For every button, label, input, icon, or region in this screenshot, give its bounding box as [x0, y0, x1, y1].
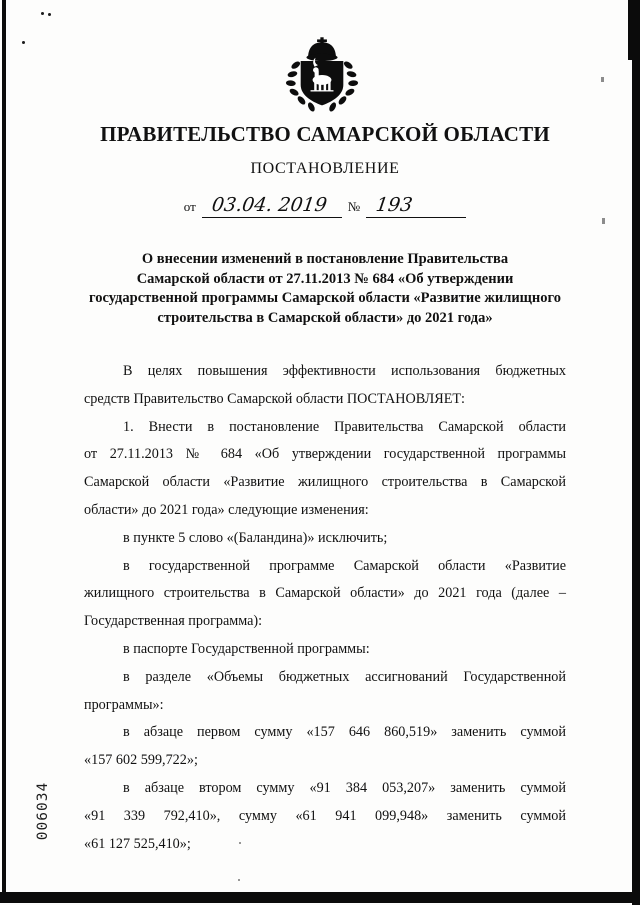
text-line: области» до 2021 года» следующие изменения: — [84, 501, 369, 518]
text-line: в пункте 5 слово «(Баландина)» исключить; — [123, 529, 388, 546]
text-line: государственной программы Самарской области «Развитие жилищного — [88, 290, 562, 306]
scan-speckle — [41, 12, 44, 15]
scan-edge-bottom — [0, 892, 640, 903]
body-paragraph — [84, 664, 566, 720]
document-type-title: ПОСТАНОВЛЕНИЕ — [250, 160, 400, 177]
body-paragraph — [84, 525, 566, 553]
text-line: средств Правительство Самарской области ПОСТАНОВЛЯЕТ: — [84, 390, 465, 407]
text-line: «61 127 525,410»; — [84, 835, 191, 852]
handwritten-number: 193 — [374, 194, 415, 216]
scan-speckle — [238, 879, 240, 881]
text-line: «157 602 599,722»; — [84, 752, 198, 769]
handwritten-date: 03.04. 2019 — [210, 194, 329, 216]
text-line: 1. Внести в постановление Правительства Самарской области — [123, 418, 566, 435]
text-line: В целях повышения эффективности использования бюджетных — [123, 363, 566, 379]
date-underline — [202, 194, 342, 218]
registration-stamp-number: 006034 — [35, 781, 51, 841]
date-number-line — [84, 186, 566, 218]
scan-speckle — [601, 77, 604, 82]
scan-edge-left — [2, 0, 6, 903]
text-line: Самарской области «Развитие жилищного строительства в Самарской — [84, 474, 566, 491]
text-line: в абзаце первом сумму «157 646 860,519» заменить суммой — [123, 724, 566, 741]
scan-speckle — [22, 41, 25, 44]
text-line: Самарской области от 27.11.2013 № 684 «Об утверждении — [136, 270, 514, 287]
text-line: строительства в Самарской области» до 2021 года» — [157, 309, 493, 326]
scan-speckle — [602, 218, 605, 224]
decree-title — [70, 250, 580, 328]
number-underline — [366, 194, 466, 218]
text-line: от 27.11.2013 № 684 «Об утверждении государственной программы — [84, 446, 566, 463]
text-line: в абзаце втором сумму «91 384 053,207» заменить суммой — [123, 779, 566, 796]
body-paragraph — [84, 719, 566, 775]
samara-coat-of-arms-icon — [281, 36, 363, 114]
scan-speckle — [48, 13, 51, 16]
text-line: в государственной программе Самарской области «Развитие — [123, 557, 566, 574]
text-line: Государственная программа): — [84, 613, 263, 630]
text-line: в разделе «Объемы бюджетных ассигнований Государственной — [123, 668, 566, 685]
text-line: в паспорте Государственной программы: — [123, 640, 370, 657]
decree-body — [84, 358, 566, 858]
body-paragraph — [84, 414, 566, 525]
body-paragraph — [84, 636, 566, 664]
body-paragraph — [84, 358, 566, 414]
text-line: жилищного строительства в Самарской области» до 2021 года (далее – — [84, 585, 566, 602]
issuing-authority-title: ПРАВИТЕЛЬСТВО САМАРСКОЙ ОБЛАСТИ — [100, 122, 550, 146]
scan-edge-right — [632, 0, 640, 905]
body-paragraph — [84, 553, 566, 636]
body-paragraph — [84, 775, 566, 858]
text-line: О внесении изменений в постановление Правительства — [141, 251, 509, 267]
text-line: «91 339 792,410», сумму «61 941 099,948» заменить суммой — [84, 807, 566, 824]
text-line: программы»: — [84, 696, 164, 713]
number-sign: № — [347, 199, 361, 214]
date-label: от — [183, 199, 196, 214]
scan-edge-right-top — [628, 0, 640, 60]
